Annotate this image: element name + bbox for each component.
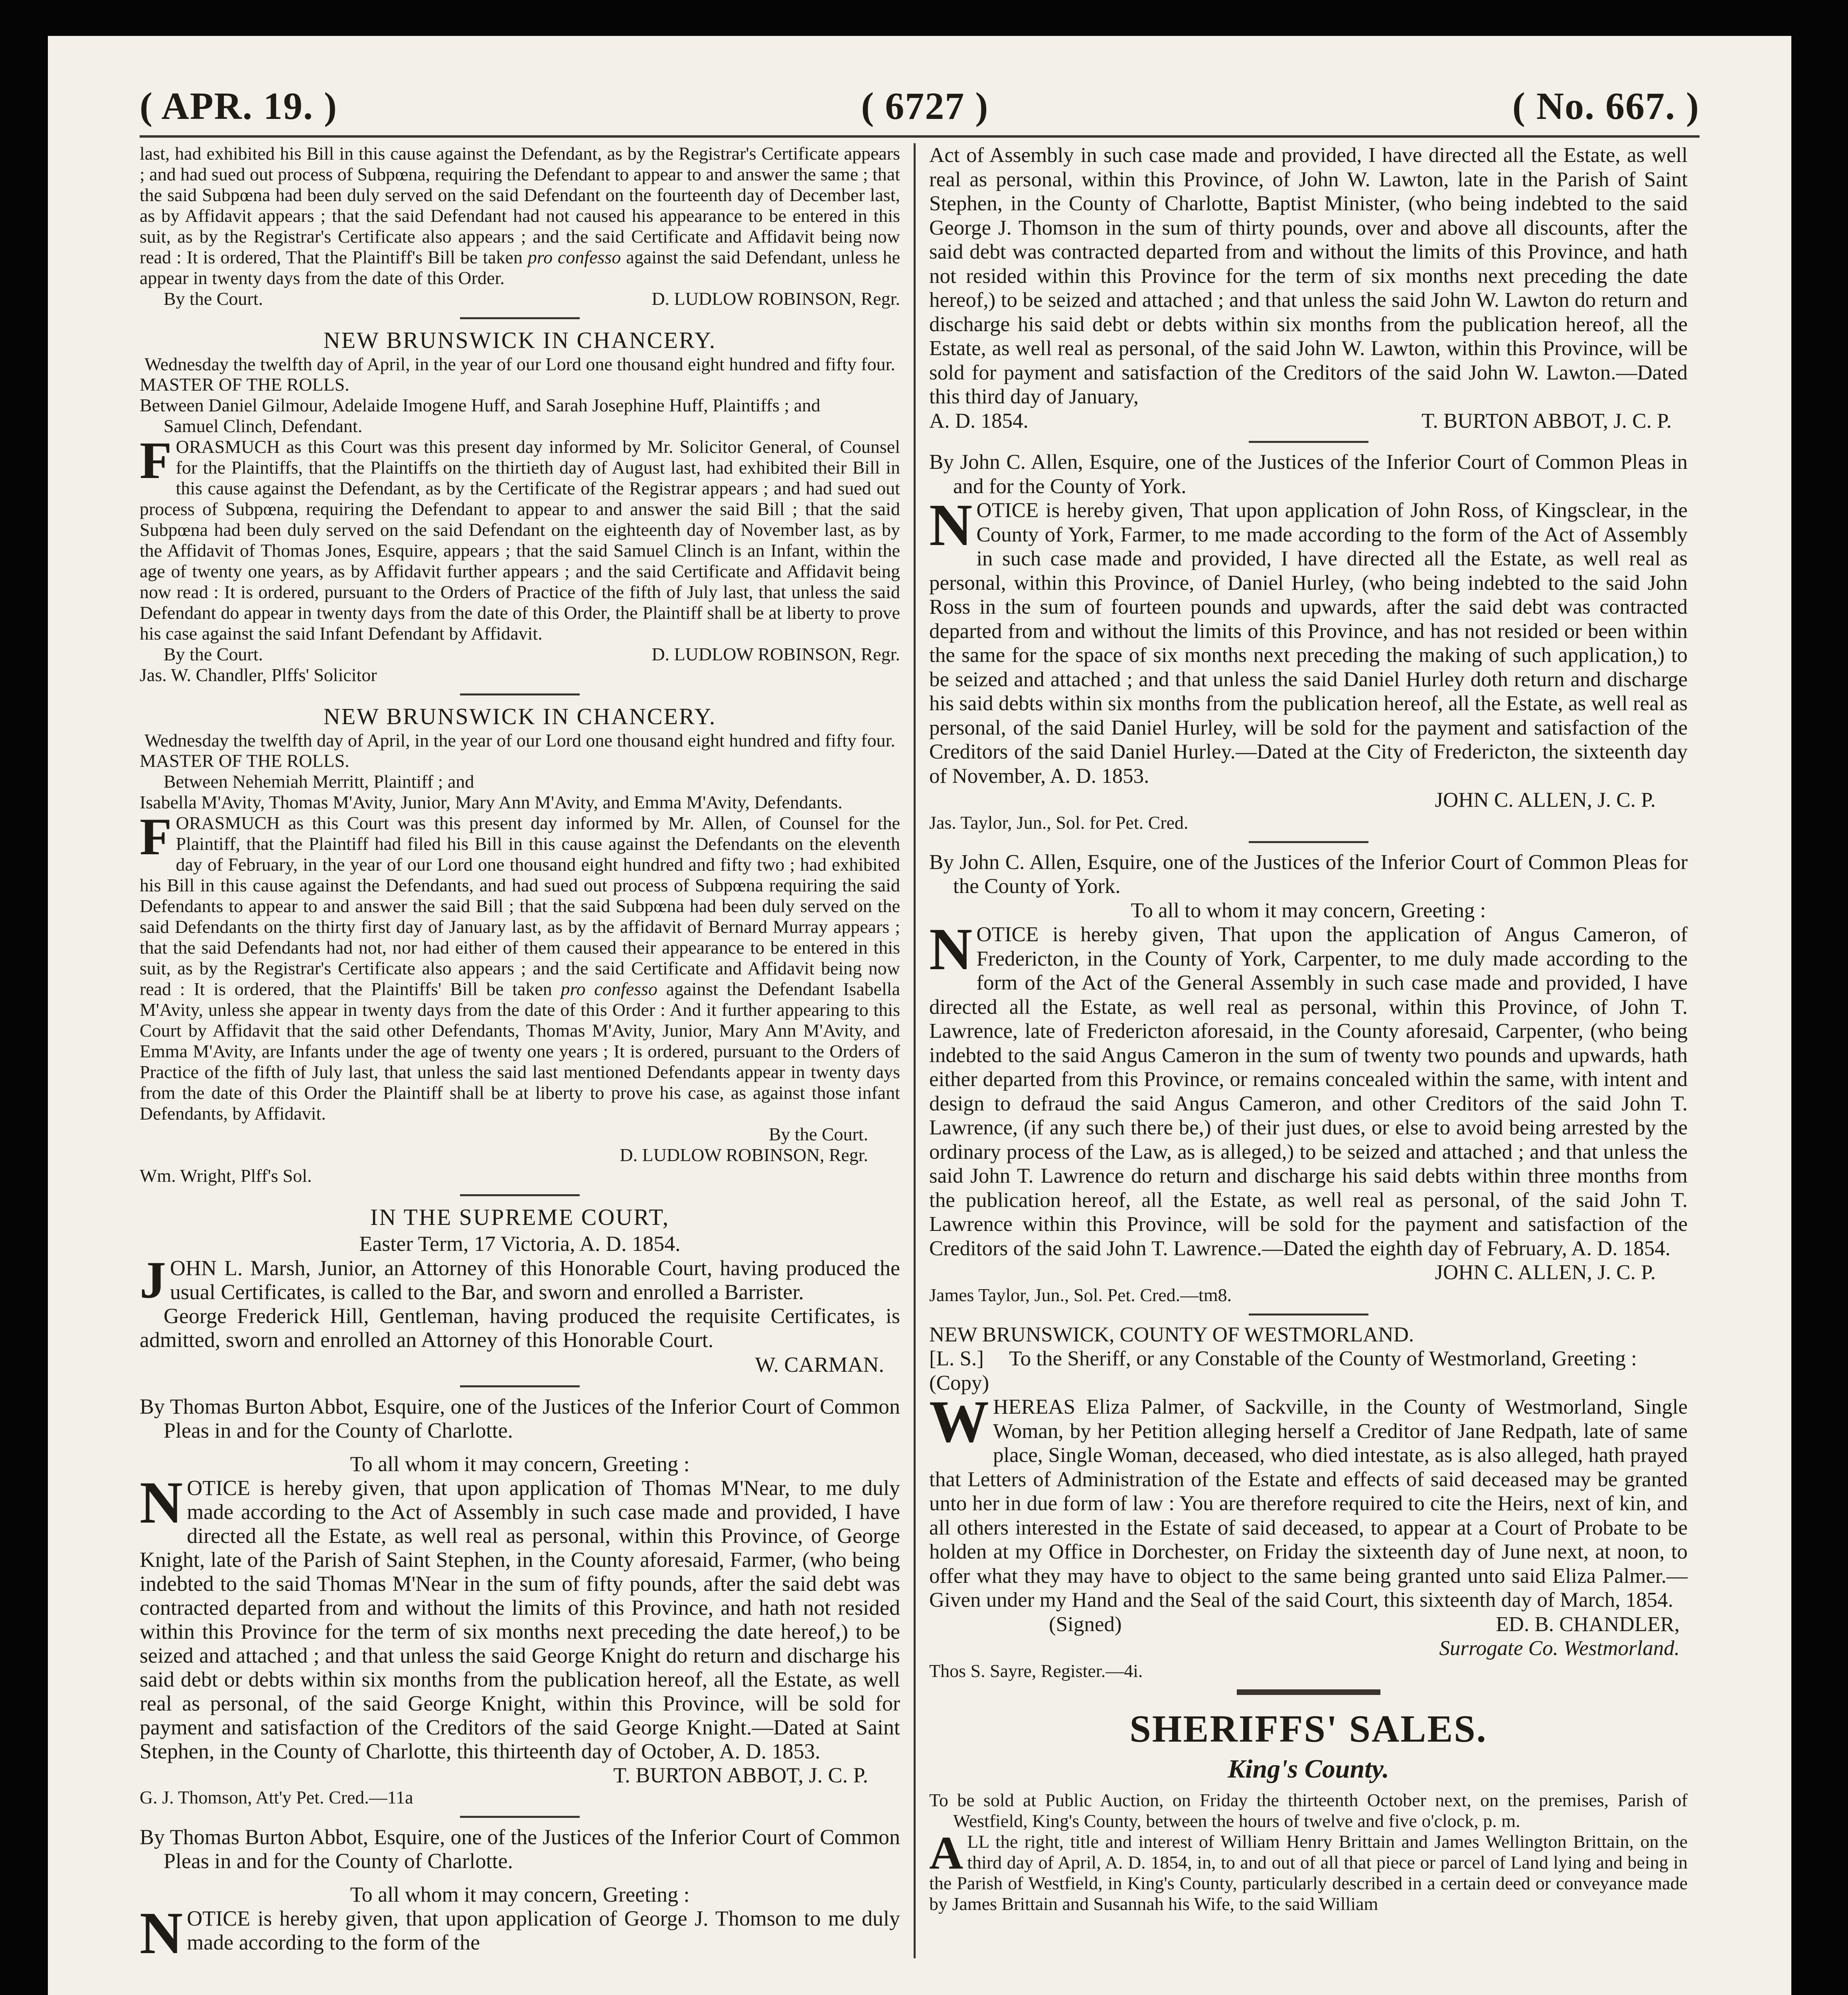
master-of-rolls: MASTER OF THE ROLLS.: [140, 374, 349, 395]
notice-body: OTICE is hereby given, That upon the application of Angus Cameron, of Fredericton, in the County of York, Carpenter, to me duly made according to the form of the Act of the General Assembly in such case made and provided, I have directed all the Estate, as well real as personal, within this Province, of John T. Lawrence, late of Fredericton aforesaid, in the County aforesaid, Carpenter, (who being indebted to the said Angus Cameron in the sum of twenty two pounds and upwards, hath either departed from this Province, or remains concealed within the same, with intent and design to defraud the said Angus Cameron, and other Creditors of the said John T. Lawrence, (if any such there be,) of their just dues, or else to avoid being arrested by the ordinary process of the Law, as is alleged,) to be seized and attached ; and that unless the said John T. Lawrence do return and discharge his said debts within three months from the publication hereof, all the Estate, as well real as personal, of the said John T. Lawrence within this Province, will be sold for the payment and satisfaction of the Creditors of the said John T. Lawrence.—Dated the eighth day of February, A. D. 1854.: [929, 923, 1688, 1260]
separator: [460, 317, 580, 319]
solicitor-line: James Taylor, Jun., Sol. Pet. Cred.—tm8.: [929, 1284, 1232, 1305]
notice-body: against the Defendant Isabella M'Avity, unless she appear in twenty days from the date of this Order : And it further appearing to this Court by Affidavit that the said other Defendants, Thomas M'Avity, Junior, Mary Ann M'Avity, and Emma M'Avity, are Infants under the age of twenty one years ; It is ordered, pursuant to the Orders of Practice of the fifth of July last, that unless the said last mentioned Defendants appear in twenty days from the date of this Order the Plaintiff shall be at liberty to prove his case, as against those infant Defendants, by Affidavit.: [140, 979, 900, 1124]
notice-body: Act of Assembly in such case made and provided, I have directed all the Estate, as well real as personal, within this Province, of John W. Lawton, late in the Parish of Saint Stephen, in the County of Charlotte, Baptist Minister, (who being indebted to the said George J. Thomson in the sum of thirty pounds, over and above all discounts, after the said debt was contracted departed from and without the limits of this Province, and hath not resided within this Province for the term of six months next preceding the date hereof,) to be seized and attached ; and that unless the said John W. Lawton do return and discharge his said debt or debts within six months from the publication hereof, all the Estate, as well real as personal, of the said John W. Lawton, within this Province, will be sold for payment and satisfaction of the Creditors of the said John W. Lawton.—Dated this third day of January,: [929, 144, 1688, 408]
seal-mark: [L. S.]: [929, 1347, 984, 1370]
notice-body: OTICE is hereby given, that upon application of George J. Thomson to me duly made according to the form of the: [187, 1906, 900, 1954]
notice-lawrence: [929, 850, 1688, 1306]
signature: W. CARMAN.: [755, 1353, 884, 1377]
greeting: To all whom it may concern, Greeting :: [350, 1452, 690, 1476]
signed-mark: (Signed): [1049, 1612, 1122, 1636]
ornament-rule: [1237, 1689, 1380, 1695]
notice-lawton-start: [140, 1825, 900, 1966]
notice-body: HEREAS Eliza Palmer, of Sackville, in the County of Westmorland, Single Woman, by her Petition alleging herself a Creditor of Jane Redpath, late of same place, Single Woman, deceased, who died intestate, as is also alleged, hath prayed that Letters of Administration of the Estate and effects of said deceased may be granted unto her in due form of law : You are therefore required to cite the Heirs, next of kin, and all others interested in the Estate of said deceased, to appear at a Court of Probate to be holden at my Office in Dorchester, on Friday the sixteenth day of June next, at noon, to offer what they may have to object to the same being granted unto said Eliza Palmer.—Given under my Hand and the Seal of the said Court, this sixteenth day of March, 1854.: [929, 1395, 1688, 1612]
notice-body: George Frederick Hill, Gentleman, having produced the requisite Certificates, is admitted, sworn and enrolled an Attorney of this Honorable Court.: [140, 1304, 900, 1352]
notice-body: OHN L. Marsh, Junior, an Attorney of this Honorable Court, having produced the usual Certificates, is called to the Bar, and sworn and enrolled a Barrister.: [170, 1256, 900, 1304]
parties-defendant: Samuel Clinch, Defendant.: [164, 416, 363, 436]
justice-intro: By John C. Allen, Esquire, one of the Justices of the Inferior Court of Common Pleas for the County of York.: [929, 850, 1688, 898]
solicitor-line: Wm. Wright, Plff's Sol.: [140, 1165, 312, 1186]
greeting: To all to whom it may concern, Greeting :: [1131, 899, 1486, 922]
parties-plaintiffs: Between Daniel Gilmour, Adelaide Imogene Huff, and Sarah Josephine Huff, Plaintiffs ; and: [140, 395, 821, 415]
notice-huff-continuation: [140, 143, 900, 309]
registrar-signature: D. LUDLOW ROBINSON, Regr.: [652, 644, 900, 664]
notice-title: NEW BRUNSWICK IN CHANCERY.: [323, 327, 717, 353]
notice-body: last, had exhibited his Bill in this cause against the Defendant, as by the Registrar's Certificate appears ; and had sued out process of Subpœna, requiring the Defendant to appear to and answer the same ; that the said Subpœna had been duly served on the said Defendant on the fourteenth day of December last, as by Affidavit appears ; that the said Defendant had not caused his appearance to be entered in this suit, as by the Registrar's Certificate also appears ; and the said Certificate and Affidavit being now read : It is ordered, That the Plaintiff's Bill be taken: [140, 143, 900, 267]
drop-cap: N: [140, 1900, 183, 1966]
surrogate-title: Surrogate Co. Westmorland.: [1439, 1637, 1680, 1660]
columns: [140, 143, 1700, 1966]
notice-body: against the said Defendant, unless he appear in twenty days from the date of this Order.: [140, 247, 900, 288]
separator: [1249, 441, 1368, 443]
latin-term: pro confesso: [527, 247, 621, 267]
notice-hurley: [929, 450, 1688, 833]
solicitor-line: Jas. W. Chandler, Plffs' Solicitor: [140, 665, 377, 685]
sale-body: LL the right, title and interest of William Henry Brittain and James Wellington Brittain, on the third day of April, A. D. 1854, in, to and out of all that piece or parcel of Land lying and being in the Parish of Westfield, in King's County, particularly described in a certain deed or conveyance made by James Brittain and Susannah his Wife, to the said William: [929, 1831, 1688, 1914]
separator: [460, 1385, 580, 1387]
addressee: To the Sheriff, or any Constable of the County of Westmorland, Greeting :: [1009, 1347, 1637, 1370]
justice-signature: T. BURTON ABBOT, J. C. P.: [613, 1763, 868, 1787]
register-line: Thos S. Sayre, Register.—4i.: [929, 1660, 1143, 1681]
sale-intro: To be sold at Public Auction, on Friday the thirteenth October next, on the premises, Parish of Westfield, King's County, between the hours of twelve and five o'clock, p. m.: [929, 1790, 1688, 1831]
parties-plaintiff: Between Nehemiah Merritt, Plaintiff ; and: [164, 771, 474, 792]
drop-cap: W: [929, 1389, 989, 1455]
justice-intro: By John C. Allen, Esquire, one of the Justices of the Inferior Court of Common Pleas in and for the County of York.: [929, 450, 1688, 498]
notice-date: Wednesday the twelfth day of April, in the year of our Lord one thousand eight hundred and fifty four.: [144, 354, 895, 374]
notice-gilmour-v-clinch: [140, 326, 900, 685]
solicitor-line: Jas. Taylor, Jun., Sol. for Pet. Cred.: [929, 812, 1189, 833]
drop-cap: N: [929, 916, 973, 982]
header-page-number: ( 6727 ): [861, 85, 989, 127]
greeting: To all whom it may concern, Greeting :: [350, 1882, 690, 1906]
attorney-line: G. J. Thomson, Att'y Pet. Cred.—11a: [140, 1787, 413, 1807]
surrogate-signature: ED. B. CHANDLER,: [1496, 1612, 1680, 1636]
separator: [460, 1194, 580, 1196]
notice-supreme-court: [140, 1203, 900, 1377]
by-the-court: By the Court.: [164, 644, 263, 664]
registrar-signature: D. LUDLOW ROBINSON, Regr.: [652, 288, 900, 309]
notice-merritt-v-mavity: [140, 703, 900, 1186]
separator: [1249, 1314, 1368, 1316]
right-column: [914, 143, 1688, 1958]
header-date: ( APR. 19. ): [140, 85, 338, 127]
notice-date: Wednesday the twelfth day of April, in the year of our Lord one thousand eight hundred and fifty four.: [144, 730, 895, 751]
drop-cap: J: [140, 1250, 166, 1309]
justice-signature: JOHN C. ALLEN, J. C. P.: [1435, 788, 1656, 812]
notice-body: ORASMUCH as this Court was this present day informed by Mr. Solicitor General, of Counsel for the Plaintiffs, that the Plaintiffs on the thirtieth day of August last, had exhibited their Bill in this cause against the Defendant, as by the Certificate of the Registrar appears ; and had sued out process of Subpœna, requiring the Defendant to appear to and answer the said Bill ; that the said Subpœna had been duly served on the said Defendant on the eighteenth day of November last, as by the Affidavit of Thomas Jones, Esquire, appears ; that the said Samuel Clinch is an Infant, within the age of twenty one years, as by Affidavit further appears ; and the said Certificate and Affidavit being now read : It is ordered, pursuant to the Orders of Practice of the fifth of July last, that unless the said Defendant do appear in twenty days from the date of this Order, the Plaintiff shall be at liberty to prove his case against the said Infant Defendant by Affidavit.: [140, 437, 900, 644]
notice-knight: [140, 1395, 900, 1808]
term-line: Easter Term, 17 Victoria, A. D. 1854.: [359, 1232, 681, 1256]
header-rule: [140, 135, 1700, 138]
separator: [1249, 841, 1368, 843]
page-header: [140, 84, 1700, 128]
notice-title: NEW BRUNSWICK, COUNTY OF WESTMORLAND.: [929, 1323, 1414, 1346]
notice-body: OTICE is hereby given, that upon application of Thomas M'Near, to me duly made according to the Act of Assembly in such case made and provided, I have directed all the Estate, as well real as personal, within this Province, of George Knight, late of the Parish of Saint Stephen, in the County aforesaid, Farmer, (who being indebted to the said Thomas M'Near in the sum of fifty pounds, after the said debt was contracted departed from and without the limits of this Province, and hath not resided within this Province for the term of six months next preceding the date hereof,) to be seized and attached ; and that unless the said George Knight do return and discharge his said debt or debts within six months from the publication hereof, all the Estate, as well real as personal, of the said George Knight, within this Province, will be sold for payment and satisfaction of the Creditors of the said George Knight.—Dated at Saint Stephen, in the County of Charlotte, this thirteenth day of October, A. D. 1853.: [140, 1476, 900, 1763]
justice-signature: JOHN C. ALLEN, J. C. P.: [1435, 1261, 1656, 1284]
sheriffs-sales-section: [929, 1707, 1688, 1914]
justice-signature: T. BURTON ABBOT, J. C. P.: [1421, 409, 1672, 433]
drop-cap: N: [140, 1470, 183, 1536]
master-of-rolls: MASTER OF THE ROLLS.: [140, 751, 349, 771]
county-heading: King's County.: [1228, 1754, 1389, 1784]
left-column: [140, 143, 914, 1966]
by-the-court: By the Court.: [768, 1124, 868, 1144]
notice-lawton-continuation: [929, 143, 1688, 433]
drop-cap: N: [929, 492, 973, 558]
drop-cap: F: [140, 807, 172, 866]
notice-date: A. D. 1854.: [929, 409, 1029, 433]
section-title: SHERIFFS' SALES.: [1129, 1707, 1487, 1750]
separator: [460, 693, 580, 695]
separator: [460, 1816, 580, 1818]
registrar-signature: D. LUDLOW ROBINSON, Regr.: [620, 1145, 868, 1165]
drop-cap: A: [929, 1826, 963, 1879]
header-issue-number: ( No. 667. ): [1512, 85, 1700, 127]
by-the-court: By the Court.: [164, 288, 263, 309]
parties-defendants: Isabella M'Avity, Thomas M'Avity, Junior, Mary Ann M'Avity, and Emma M'Avity, Defendants.: [140, 792, 843, 812]
notice-body: ORASMUCH as this Court was this present day informed by Mr. Allen, of Counsel for the Plaintiff, that the Plaintiff had filed his Bill in this cause against the Defendants on the eleventh day of February, in the year of our Lord one thousand eight hundred and fifty two ; had exhibited his Bill in this cause against the Defendants, and had sued out process of Subpœna requiring the said Defendants to appear to and answer the said Bill ; that the said Subpœna had been duly served on the said Defendants on the thirty first day of January last, as by the affidavit of Bernard Murray appears ; that the said Defendants had not, nor had either of them caused their appearance to be entered in this suit, as by the Registrar's Certificate also appears ; and the said Certificate and Affidavit being now read : It is ordered, that the Plaintiffs' Bill be taken: [140, 813, 900, 999]
gazette-page: [48, 36, 1791, 1995]
copy-mark: (Copy): [929, 1371, 989, 1395]
justice-intro: By Thomas Burton Abbot, Esquire, one of the Justices of the Inferior Court of Common Pleas in and for the County of Charlotte.: [140, 1395, 900, 1442]
latin-term: pro confesso: [561, 979, 657, 999]
drop-cap: F: [140, 431, 172, 490]
notice-westmorland-probate: [929, 1323, 1688, 1681]
notice-title: IN THE SUPREME COURT,: [370, 1204, 670, 1230]
justice-intro: By Thomas Burton Abbot, Esquire, one of the Justices of the Inferior Court of Common Pleas in and for the County of Charlotte.: [140, 1825, 900, 1873]
notice-body: OTICE is hereby given, That upon application of John Ross, of Kingsclear, in the County of York, Farmer, to me made according to the form of the Act of Assembly in such case made and provided, I have directed all the Estate, as well real as personal, within this Province, of Daniel Hurley, (who being indebted to the said John Ross in the sum of fourteen pounds and upwards, after the said debt was contracted departed from and without the limits of this Province, and has not resided or been within the same for the space of six months next preceding the making of such application,) to be seized and attached ; and that unless the said Daniel Hurley doth return and discharge his said debts within six months from the publication hereof, all the Estate, as well real as personal, of the said Daniel Hurley, will be sold for the payment and satisfaction of the Creditors of the said Daniel Hurley.—Dated at the City of Fredericton, the sixteenth day of November, A. D. 1853.: [929, 499, 1688, 788]
notice-title: NEW BRUNSWICK IN CHANCERY.: [323, 703, 717, 729]
